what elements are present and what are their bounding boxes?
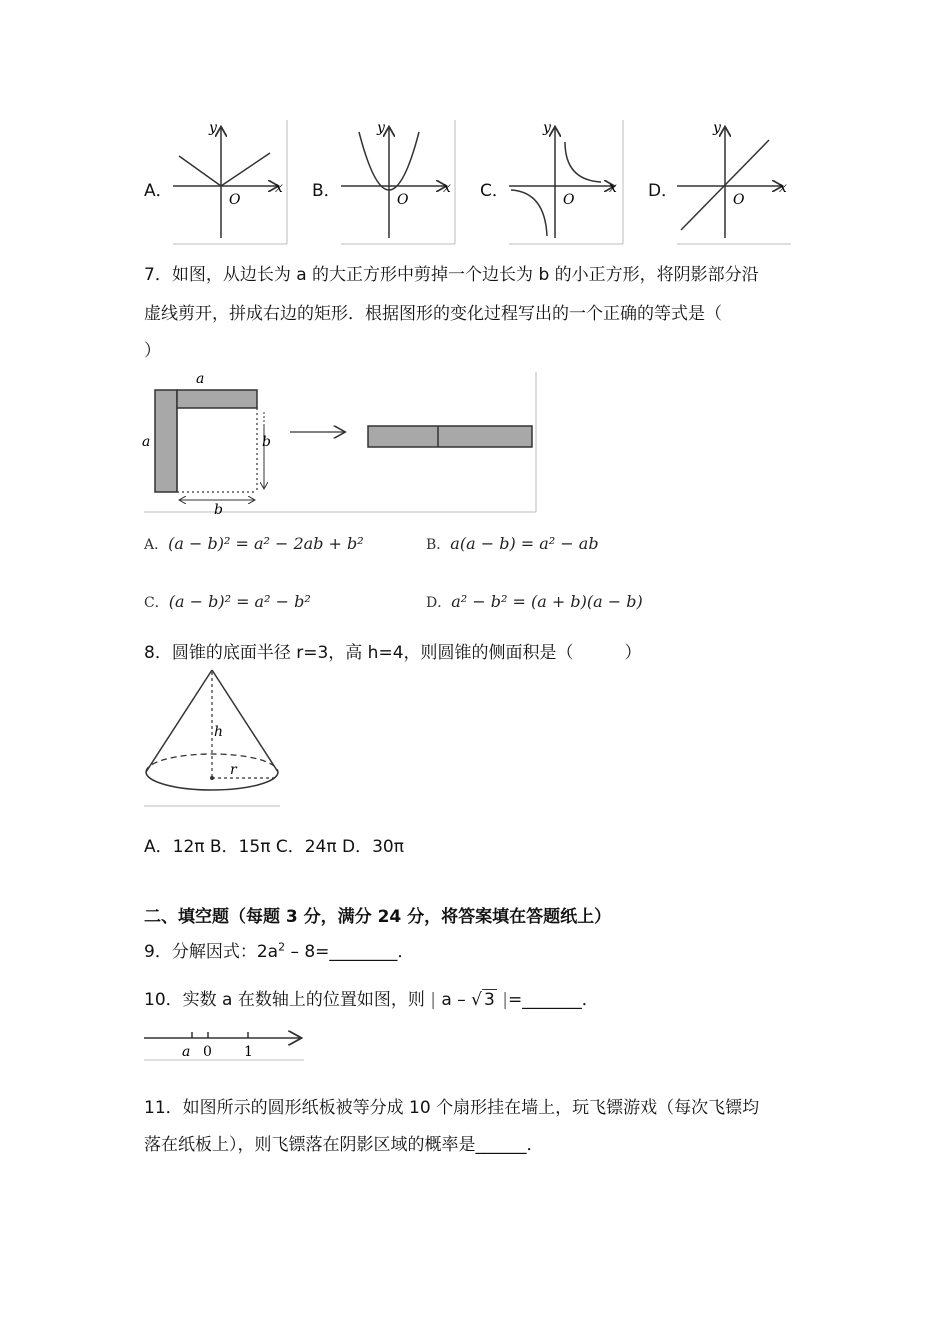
q7-option-c — [144, 592, 311, 612]
q6-graph-b — [333, 118, 463, 246]
q6-b-origin: O — [397, 192, 409, 208]
q8-stem: 8．圆锥的底面半径 r=3，高 h=4，则圆锥的侧面积是（ ） — [144, 643, 642, 663]
q6-d-origin: O — [733, 192, 745, 208]
q10-numline-a: a — [182, 1044, 191, 1060]
q9-sup: 2 — [278, 940, 286, 954]
q7-stem-line1: 7．如图，从边长为 a 的大正方形中剪掉一个边长为 b 的小正方形，将阴影部分沿 — [144, 265, 759, 285]
q11-stem-line1: 11．如图所示的圆形纸板被等分成 10 个扇形挂在墙上，玩飞镖游戏（每次飞镖均 — [144, 1098, 760, 1118]
q9 — [144, 937, 414, 962]
q10 — [144, 985, 599, 1010]
q8-cone-figure — [140, 664, 290, 810]
q6-b-y-label: y — [377, 120, 385, 136]
q7-fig-label-b-right: b — [262, 434, 271, 450]
q7-stem-line3: ） — [144, 341, 161, 361]
q7-option-a-letter: A． — [144, 537, 169, 553]
q8-fig-label-r: r — [230, 762, 237, 778]
q6-c-x-label: x — [609, 180, 617, 196]
q6-c-origin: O — [563, 192, 575, 208]
q6-graph-c — [501, 118, 631, 246]
sqrt-icon: √ — [471, 990, 482, 1010]
q9-suffix: – 8=________． — [285, 942, 415, 962]
q7-option-b-letter: B． — [426, 537, 451, 553]
q7-option-d — [426, 592, 643, 612]
q6-graph-a — [165, 118, 295, 246]
q7-option-d-letter: D． — [426, 595, 452, 611]
q10-suffix: =_______． — [507, 990, 599, 1010]
q7-option-b-expr: a(a − b) = a² − ab — [450, 534, 599, 553]
abs-bar-right-icon: | — [502, 990, 508, 1010]
q7-figure — [140, 366, 540, 516]
q10-numline-0: 0 — [203, 1044, 212, 1060]
q10-number-line — [140, 1024, 310, 1062]
q7-fig-label-b-bottom: b — [214, 502, 223, 516]
q6-graph-d — [669, 118, 799, 246]
q7-option-a — [144, 534, 364, 554]
q10-numline-1: 1 — [244, 1044, 253, 1060]
q7-option-a-expr: (a − b)² = a² − 2ab + b² — [168, 534, 364, 553]
q6-a-origin: O — [229, 192, 241, 208]
q6-c-y-label: y — [543, 120, 551, 136]
section2-heading: 二、填空题（每题 3 分，满分 24 分，将答案填在答题纸上） — [144, 907, 612, 927]
q7-option-c-expr: (a − b)² = a² − b² — [168, 592, 311, 611]
q10-sqrt-num: 3 — [483, 990, 495, 1010]
q8-fig-label-h: h — [214, 724, 224, 740]
q8-options: A．12π B．15π C．24π D．30π — [144, 837, 404, 857]
q6-a-y-label: y — [209, 120, 217, 136]
q10-prefix: 10．实数 a 在数轴上的位置如图，则 — [144, 990, 425, 1010]
q7-option-c-letter: C． — [144, 595, 169, 611]
q6-d-x-label: x — [779, 180, 787, 196]
q6-option-a-label: A． — [144, 181, 173, 201]
q6-a-x-label: x — [275, 180, 283, 196]
q6-b-x-label: x — [443, 180, 451, 196]
q6-option-c-label: C． — [480, 181, 509, 201]
q7-fig-label-a-top: a — [196, 371, 205, 387]
q9-prefix: 9．分解因式：2a — [144, 942, 279, 962]
q6-option-d-label: D． — [648, 181, 679, 201]
q7-option-d-expr: a² − b² = (a + b)(a − b) — [451, 592, 643, 611]
q6-option-b-label: B． — [312, 181, 341, 201]
q11-stem-line2: 落在纸板上），则飞镖落在阴影区域的概率是______． — [144, 1135, 544, 1155]
abs-bar-left-icon: | — [430, 990, 436, 1010]
q7-stem-line2: 虚线剪开，拼成右边的矩形．根据图形的变化过程写出的一个正确的等式是（ — [144, 304, 722, 324]
q7-option-b — [426, 534, 599, 554]
q10-abs-expr: a – — [441, 990, 466, 1010]
q6-d-y-label: y — [713, 120, 721, 136]
q7-fig-label-a-left: a — [142, 434, 151, 450]
